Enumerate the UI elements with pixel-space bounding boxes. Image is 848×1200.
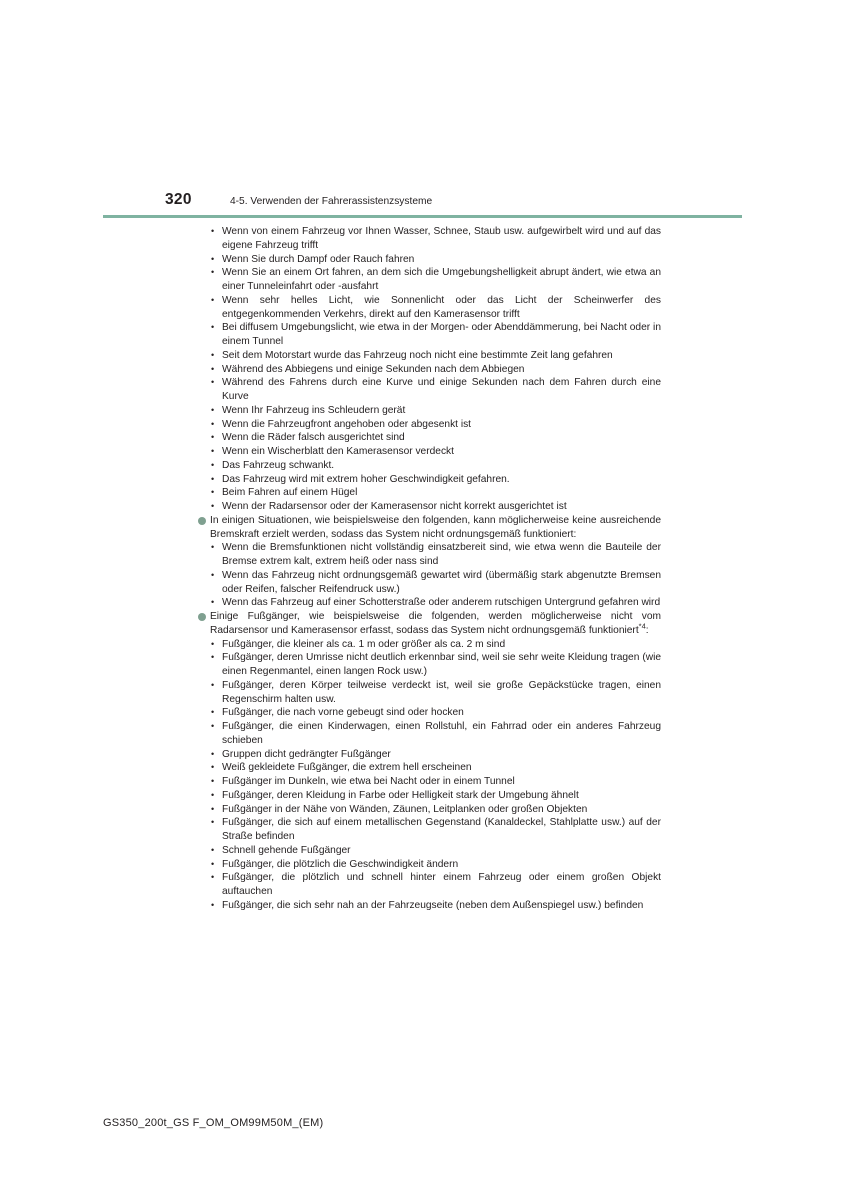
list-item-text: Weiß gekleidete Fußgänger, die extrem hell erscheinen xyxy=(222,762,472,774)
list-item-text: Wenn Sie an einem Ort fahren, an dem sich die Umgebungshelligkeit abrupt ändert, wie etwa an einer Tunneleinfahrt oder -ausfahrt xyxy=(222,267,661,292)
list-item-text: Wenn von einem Fahrzeug vor Ihnen Wasser, Schnee, Staub usw. aufgewirbelt wird und auf das eigene Fahrzeug trifft xyxy=(222,226,661,251)
list-item xyxy=(198,651,661,679)
list-item-text: Wenn der Radarsensor oder der Kamerasensor nicht korrekt ausgerichtet ist xyxy=(222,501,567,512)
list-item xyxy=(198,459,661,473)
bullet-dot-icon: • xyxy=(211,404,215,415)
bullet-dot-icon: • xyxy=(211,762,215,773)
list-item xyxy=(198,321,661,349)
bullet-dot-icon: • xyxy=(211,776,215,786)
list-item xyxy=(198,720,661,748)
list-item xyxy=(198,679,661,707)
bullet-dot-icon: • xyxy=(211,721,215,731)
list-item xyxy=(198,761,661,775)
list-item-text: Fußgänger, deren Umrisse nicht deutlich erkennbar sind, weil sie sehr weite Kleidung tragen (wie einen Regenmantel, einen langen Rock usw.) xyxy=(222,652,661,677)
main-content xyxy=(198,225,661,913)
bullet-dot-icon: • xyxy=(211,349,215,360)
bullet-list-pedestrians xyxy=(198,638,661,913)
bullet-dot-icon: • xyxy=(211,226,215,236)
bullet-dot-icon: • xyxy=(211,638,215,649)
list-item-text: Bei diffusem Umgebungslicht, wie etwa in der Morgen- oder Abenddämmerung, bei Nacht oder in einem Tunnel xyxy=(222,322,661,347)
bullet-dot-icon: • xyxy=(211,267,215,278)
bullet-dot-icon: • xyxy=(211,418,215,429)
list-item-text: Schnell gehende Fußgänger xyxy=(222,844,351,856)
list-item xyxy=(198,775,661,789)
list-item xyxy=(198,569,661,597)
paragraph-colon: : xyxy=(645,624,649,636)
list-item-text: Fußgänger, die nach vorne gebeugt sind oder hocken xyxy=(222,707,464,719)
list-item-text: Fußgänger, die einen Kinderwagen, einen Rollstuhl, ein Fahrrad oder ein anderes Fahrzeug schieben xyxy=(222,721,661,746)
list-item xyxy=(198,418,661,432)
bullet-dot-icon: • xyxy=(211,858,215,869)
bullet-dot-icon: • xyxy=(211,748,215,759)
footer-document-code: GS350_200t_GS F_OM_OM99M50M_(EM) xyxy=(103,1117,324,1129)
list-item xyxy=(198,816,661,844)
list-item-text: Fußgänger, deren Körper teilweise verdeckt ist, weil sie große Gepäckstücke tragen, einen Regenschirm halten usw. xyxy=(222,679,661,705)
list-item-text: Fußgänger, die plötzlich und schnell hinter einem Fahrzeug oder einem großen Objekt auftauchen xyxy=(222,872,661,897)
bullet-dot-icon: • xyxy=(211,679,215,690)
bullet-dot-icon: • xyxy=(211,803,215,814)
list-item-text: Wenn sehr helles Licht, wie Sonnenlicht oder das Licht der Scheinwerfer des entgegenkommenden Verkehrs, direkt auf den Kamerasensor trifft xyxy=(222,294,661,320)
list-item xyxy=(198,844,661,858)
bullet-dot-icon: • xyxy=(211,542,215,553)
list-item-text: Fußgänger, die kleiner als ca. 1 m oder größer als ca. 2 m sind xyxy=(222,638,506,650)
bullet-dot-icon: • xyxy=(211,899,215,910)
bullet-dot-icon: • xyxy=(211,844,215,855)
list-item-text: Fußgänger, die sich sehr nah an der Fahrzeugseite (neben dem Außenspiegel usw.) befinden xyxy=(222,899,644,911)
bullet-dot-icon: • xyxy=(211,569,215,580)
bullet-dot-icon: • xyxy=(211,473,215,484)
list-item xyxy=(198,363,661,377)
list-item xyxy=(198,404,661,418)
list-item-text: Während des Abbiegens und einige Sekunden nach dem Abbiegen xyxy=(222,363,525,375)
bullet-dot-icon: • xyxy=(211,487,215,498)
bullet-list-braking xyxy=(198,541,661,610)
list-item-text: Wenn Sie durch Dampf oder Rauch fahren xyxy=(222,253,415,265)
bullet-dot-icon: • xyxy=(211,789,215,800)
bullet-dot-icon: • xyxy=(211,432,215,443)
page-number: 320 xyxy=(165,191,192,208)
header-rule xyxy=(103,215,742,218)
list-item xyxy=(198,500,661,514)
list-item-text: Wenn das Fahrzeug nicht ordnungsgemäß gewartet wird (übermäßig stark abgenutzte Bremsen oder Reifen, falscher Reifendruck usw.) xyxy=(222,569,661,595)
paragraph-pedestrians xyxy=(198,610,661,638)
list-item-text: Während des Fahrens durch eine Kurve und einige Sekunden nach dem Fahren durch eine Kurve xyxy=(222,377,661,402)
list-item-text: Wenn das Fahrzeug auf einer Schotterstraße oder anderem rutschigen Untergrund gefahren wird xyxy=(222,597,661,609)
bullet-dot-icon: • xyxy=(211,446,215,456)
bullet-dot-icon: • xyxy=(211,377,215,388)
bullet-dot-icon: • xyxy=(211,363,215,374)
list-item xyxy=(198,803,661,817)
bullet-dot-icon: • xyxy=(211,817,215,828)
list-item-text: Das Fahrzeug wird mit extrem hoher Geschwindigkeit gefahren. xyxy=(222,473,510,485)
list-item xyxy=(198,871,661,899)
list-item xyxy=(198,638,661,652)
list-item-text: Wenn die Fahrzeugfront angehoben oder abgesenkt ist xyxy=(222,418,472,430)
list-item xyxy=(198,266,661,294)
paragraph-text: Einige Fußgänger, wie beispielsweise die folgenden, werden möglicherweise nicht vom Radarsensor und Kamerasensor erfasst, sodass das System nicht ordnungsgemäß funktioniert xyxy=(210,611,661,636)
list-item-text: Fußgänger im Dunkeln, wie etwa bei Nacht oder in einem Tunnel xyxy=(222,776,515,787)
list-item-text: Das Fahrzeug schwankt. xyxy=(222,459,335,471)
bullet-dot-icon: • xyxy=(211,872,215,883)
bullet-dot-icon: • xyxy=(211,294,215,305)
list-item-text: Fußgänger in der Nähe von Wänden, Zäunen, Leitplanken oder großen Objekten xyxy=(222,803,588,815)
list-item xyxy=(198,486,661,500)
list-item-text: Beim Fahren auf einem Hügel xyxy=(222,487,358,499)
list-item-text: Wenn ein Wischerblatt den Kamerasensor verdeckt xyxy=(222,446,454,457)
bullet-circle-icon xyxy=(198,613,206,621)
bullet-dot-icon: • xyxy=(211,597,215,608)
bullet-dot-icon: • xyxy=(211,253,215,264)
list-item-text: Fußgänger, die plötzlich die Geschwindigkeit ändern xyxy=(222,858,459,870)
list-item-text: Fußgänger, die sich auf einem metallischen Gegenstand (Kanaldeckel, Stahlplatte usw.) auf der Straße befinden xyxy=(222,817,661,842)
bullet-list-conditions xyxy=(198,225,661,514)
list-item xyxy=(198,431,661,445)
bullet-dot-icon: • xyxy=(211,459,215,470)
bullet-dot-icon: • xyxy=(211,322,215,333)
bullet-dot-icon: • xyxy=(211,501,215,511)
list-item xyxy=(198,376,661,404)
list-item xyxy=(198,789,661,803)
list-item-text: Wenn die Bremsfunktionen nicht vollständig einsatzbereit sind, wie etwa wenn die Bauteile der Bremse extrem kalt, extrem heiß oder nass sind xyxy=(222,542,661,567)
list-item xyxy=(198,748,661,762)
list-item xyxy=(198,858,661,872)
list-item xyxy=(198,445,661,459)
bullet-dot-icon: • xyxy=(211,652,215,663)
list-item xyxy=(198,473,661,487)
list-item xyxy=(198,253,661,267)
paragraph-text: In einigen Situationen, wie beispielsweise den folgenden, kann möglicherweise keine ausreichende Bremskraft erzielt werden, sodass das System nicht ordnungsgemäß funktioniert: xyxy=(210,514,661,540)
list-item xyxy=(198,294,661,322)
paragraph-braking xyxy=(198,514,661,542)
section-title: 4-5. Verwenden der Fahrerassistenzsysteme xyxy=(230,196,433,207)
list-item xyxy=(198,596,661,610)
list-item-text: Wenn Ihr Fahrzeug ins Schleudern gerät xyxy=(222,404,406,416)
list-item xyxy=(198,899,661,913)
bullet-circle-icon xyxy=(198,517,206,525)
list-item xyxy=(198,349,661,363)
list-item-text: Seit dem Motorstart wurde das Fahrzeug noch nicht eine bestimmte Zeit lang gefahren xyxy=(222,349,613,361)
list-item-text: Fußgänger, deren Kleidung in Farbe oder Helligkeit stark der Umgebung ähnelt xyxy=(222,789,579,801)
bullet-dot-icon: • xyxy=(211,707,215,718)
footnote-ref: *4 xyxy=(638,621,646,631)
list-item-text: Wenn die Räder falsch ausgerichtet sind xyxy=(222,432,405,444)
list-item xyxy=(198,706,661,720)
list-item xyxy=(198,541,661,569)
list-item xyxy=(198,225,661,253)
list-item-text: Gruppen dicht gedrängter Fußgänger xyxy=(222,748,391,760)
